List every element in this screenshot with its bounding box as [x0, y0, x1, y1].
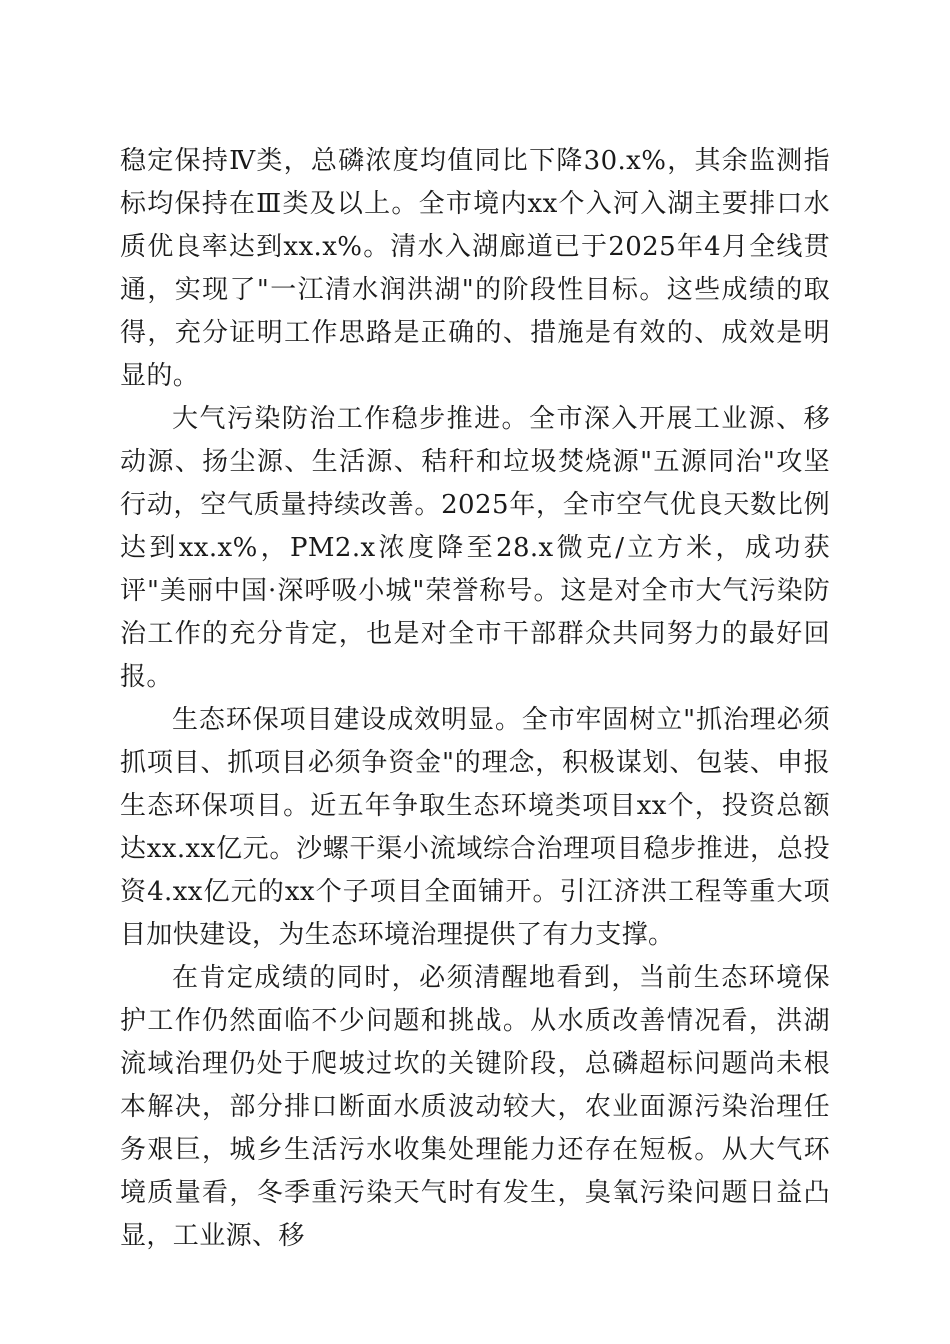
- paragraph-water-quality-continued: 稳定保持Ⅳ类，总磷浓度均值同比下降30.x%，其余监测指标均保持在Ⅲ类及以上。全市境内xx个入河入湖主要排口水质优良率达到xx.x%。清水入湖廊道已于2025年4月全线贯通，实现了"一江清水润洪湖"的阶段性目标。这些成绩的取得，充分证明工作思路是正确的、措施是有效的、成效是明显的。: [120, 146, 830, 391]
- paragraph-eco-projects: 生态环保项目建设成效明显。全市牢固树立"抓治理必须抓项目、抓项目必须争资金"的理念，积极谋划、包装、申报生态环保项目。近五年争取生态环境类项目xx个，投资总额达xx.xx亿元。沙螺干渠小流域综合治理项目稳步推进，总投资4.xx亿元的xx个子项目全面铺开。引江济洪工程等重大项目加快建设，为生态环境治理提供了有力支撑。: [120, 705, 830, 950]
- paragraph-air-pollution: 大气污染防治工作稳步推进。全市深入开展工业源、移动源、扬尘源、生活源、秸秆和垃圾焚烧源"五源同治"攻坚行动，空气质量持续改善。2025年，全市空气优良天数比例达到xx.x%，PM2.x浓度降至28.x微克/立方米，成功获评"美丽中国·深呼吸小城"荣誉称号。这是对全市大气污染防治工作的充分肯定，也是对全市干部群众共同努力的最好回报。: [120, 404, 830, 692]
- paragraph-challenges: 在肯定成绩的同时，必须清醒地看到，当前生态环境保护工作仍然面临不少问题和挑战。从水质改善情况看，洪湖流域治理仍处于爬坡过坎的关键阶段，总磷超标问题尚未根本解决，部分排口断面水质波动较大，农业面源污染治理任务艰巨，城乡生活污水收集处理能力还存在短板。从大气环境质量看，冬季重污染天气时有发生，臭氧污染问题日益凸显，工业源、移: [120, 963, 830, 1251]
- document-body: [120, 140, 830, 1258]
